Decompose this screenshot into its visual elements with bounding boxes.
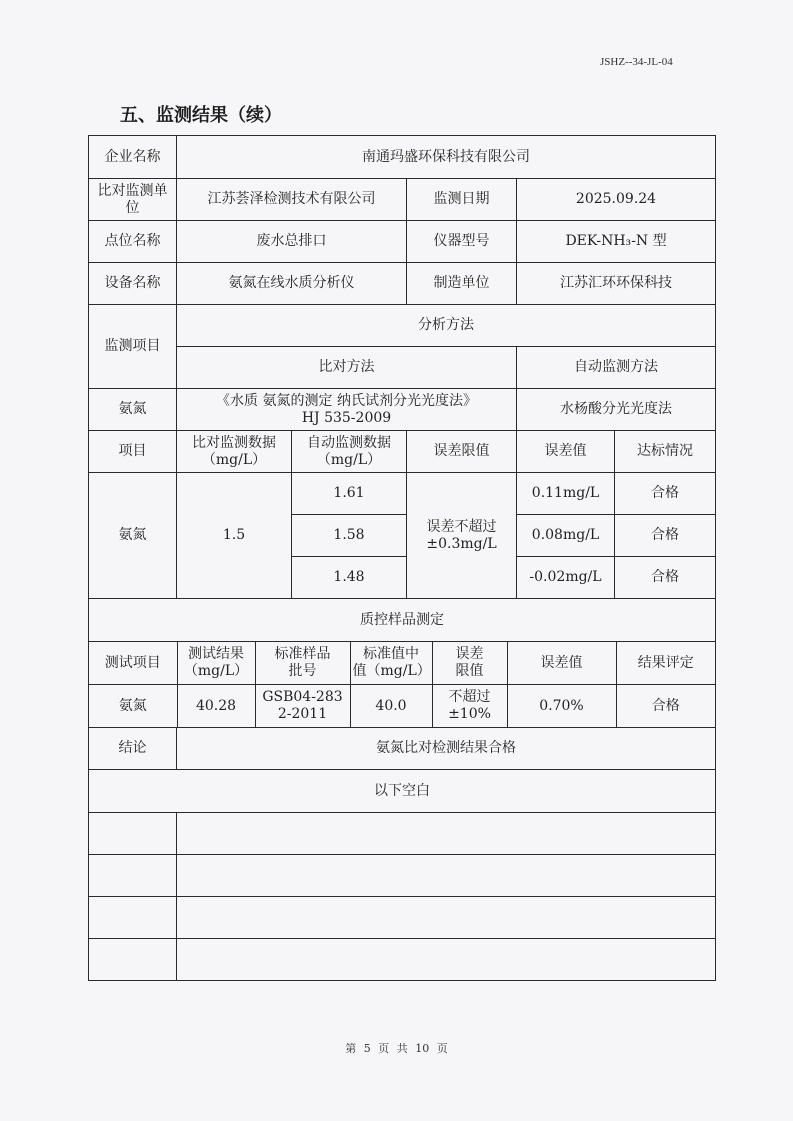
point-label: 点位名称 bbox=[89, 221, 177, 263]
qc-limit-header bbox=[432, 642, 507, 684]
footer-page-number: 5 bbox=[363, 1042, 371, 1055]
enterprise-label: 企业名称 bbox=[89, 136, 177, 179]
method-header-row bbox=[89, 305, 716, 347]
qc-batch-line1: GSB04-283 bbox=[262, 689, 343, 705]
footer-text: 页 bbox=[436, 1042, 448, 1055]
monitoring-results-table bbox=[88, 135, 715, 981]
qc-batch-header-line1: 标准样品 bbox=[274, 646, 331, 662]
document-number: JSHZ--34-JL-04 bbox=[600, 56, 673, 68]
empty-row bbox=[89, 939, 716, 981]
qc-limit-header-line2: 限值 bbox=[455, 663, 484, 679]
qc-title: 质控样品测定 bbox=[89, 599, 716, 642]
error-header: 误差值 bbox=[517, 431, 615, 473]
auto-value: 1.48 bbox=[292, 557, 407, 599]
limit-header: 误差限值 bbox=[407, 431, 517, 473]
method-row bbox=[89, 389, 716, 431]
auto-data-header-line2: （mg/L） bbox=[316, 451, 382, 468]
comparison-header-row bbox=[89, 431, 716, 473]
compare-data-header-line1: 比对监测数据 bbox=[192, 434, 276, 451]
qc-header-row bbox=[89, 642, 716, 685]
manufacturer-label: 制造单位 bbox=[407, 263, 517, 305]
compare-unit-value: 江苏荟泽检测技术有限公司 bbox=[177, 179, 407, 221]
auto-data-header bbox=[292, 431, 407, 473]
limit-line2: ±0.3mg/L bbox=[426, 535, 497, 552]
limit-value bbox=[407, 473, 517, 599]
qc-row bbox=[89, 685, 716, 728]
equipment-row bbox=[89, 263, 716, 305]
equipment-label: 设备名称 bbox=[89, 263, 177, 305]
qc-batch-line2: 2-2011 bbox=[277, 706, 328, 722]
status-value: 合格 bbox=[615, 557, 716, 599]
conclusion-label: 结论 bbox=[89, 728, 177, 770]
auto-data-header-line1: 自动监测数据 bbox=[307, 434, 391, 451]
manufacturer-value: 江苏汇环环保科技 bbox=[517, 263, 716, 305]
footer-text: 共 bbox=[396, 1042, 408, 1055]
auto-value: 1.61 bbox=[292, 473, 407, 515]
section-title: 五、监测结果（续） bbox=[120, 105, 282, 126]
qc-result: 40.28 bbox=[177, 685, 255, 727]
monitor-date-label: 监测日期 bbox=[407, 179, 517, 221]
qc-title-row bbox=[89, 599, 716, 642]
equipment-value: 氨氮在线水质分析仪 bbox=[177, 263, 407, 305]
compare-method-line2: HJ 535-2009 bbox=[301, 409, 392, 426]
instrument-model-label: 仪器型号 bbox=[407, 221, 517, 263]
monitor-item-label: 监测项目 bbox=[89, 305, 177, 389]
method-subheader-row bbox=[89, 347, 716, 389]
footer-text: 页 bbox=[378, 1042, 390, 1055]
page-footer bbox=[0, 1040, 793, 1056]
blank-note-row bbox=[89, 770, 716, 813]
qc-limit-header-line1: 误差 bbox=[455, 646, 484, 662]
empty-row bbox=[89, 855, 716, 897]
footer-text: 第 bbox=[345, 1042, 357, 1055]
error-value: 0.11mg/L bbox=[517, 473, 615, 515]
qc-std-header-line1: 标准值中 bbox=[363, 646, 419, 662]
status-value: 合格 bbox=[615, 515, 716, 557]
auto-method-value: 水杨酸分光光度法 bbox=[517, 389, 716, 431]
analysis-method-label: 分析方法 bbox=[177, 305, 716, 347]
compare-unit-row bbox=[89, 179, 716, 221]
point-value: 废水总排口 bbox=[177, 221, 407, 263]
qc-batch-header-line2: 批号 bbox=[288, 663, 317, 679]
compare-data-header bbox=[177, 431, 292, 473]
monitor-date-value: 2025.09.24 bbox=[517, 179, 716, 221]
qc-std: 40.0 bbox=[350, 685, 432, 727]
compare-method-line1: 《水质 氨氮的测定 纳氏试剂分光光度法》 bbox=[216, 392, 477, 409]
qc-evaluation-header: 结果评定 bbox=[616, 642, 715, 684]
enterprise-row bbox=[89, 136, 716, 179]
qc-std-header bbox=[350, 642, 432, 684]
qc-evaluation: 合格 bbox=[616, 685, 715, 727]
qc-result-header-line2: （mg/L） bbox=[183, 663, 249, 679]
qc-limit-line2: ±10% bbox=[448, 706, 491, 722]
qc-batch bbox=[255, 685, 350, 727]
qc-result-header-line1: 测试结果 bbox=[188, 646, 244, 662]
compare-data-header-line2: （mg/L） bbox=[201, 451, 267, 468]
comparison-item-header: 项目 bbox=[89, 431, 177, 473]
auto-value: 1.58 bbox=[292, 515, 407, 557]
conclusion-value: 氨氮比对检测结果合格 bbox=[177, 728, 716, 770]
error-value: -0.02mg/L bbox=[517, 557, 615, 599]
qc-error: 0.70% bbox=[507, 685, 616, 727]
qc-item-header: 测试项目 bbox=[89, 642, 177, 684]
footer-total-pages: 10 bbox=[415, 1042, 430, 1055]
qc-limit-line1: 不超过 bbox=[448, 689, 491, 705]
qc-std-header-line2: 值（mg/L） bbox=[352, 663, 431, 679]
compare-method-value bbox=[177, 389, 517, 431]
conclusion-row bbox=[89, 728, 716, 770]
comparison-item: 氨氮 bbox=[89, 473, 177, 599]
qc-batch-header bbox=[255, 642, 350, 684]
method-item: 氨氮 bbox=[89, 389, 177, 431]
qc-item: 氨氮 bbox=[89, 685, 177, 727]
status-value: 合格 bbox=[615, 473, 716, 515]
point-row bbox=[89, 221, 716, 263]
blank-note: 以下空白 bbox=[89, 770, 716, 813]
qc-error-header: 误差值 bbox=[507, 642, 616, 684]
table-row bbox=[89, 473, 716, 515]
status-header: 达标情况 bbox=[615, 431, 716, 473]
empty-row bbox=[89, 897, 716, 939]
instrument-model-value: DEK-NH₃-N 型 bbox=[517, 221, 716, 263]
qc-result-header bbox=[177, 642, 255, 684]
error-value: 0.08mg/L bbox=[517, 515, 615, 557]
auto-method-label: 自动监测方法 bbox=[517, 347, 716, 389]
qc-limit bbox=[432, 685, 507, 727]
compare-unit-label: 比对监测单位 bbox=[89, 179, 177, 221]
enterprise-value: 南通玛盛环保科技有限公司 bbox=[177, 136, 716, 179]
limit-line1: 误差不超过 bbox=[426, 518, 497, 535]
empty-row bbox=[89, 813, 716, 855]
compare-method-label: 比对方法 bbox=[177, 347, 517, 389]
compare-value: 1.5 bbox=[177, 473, 292, 599]
